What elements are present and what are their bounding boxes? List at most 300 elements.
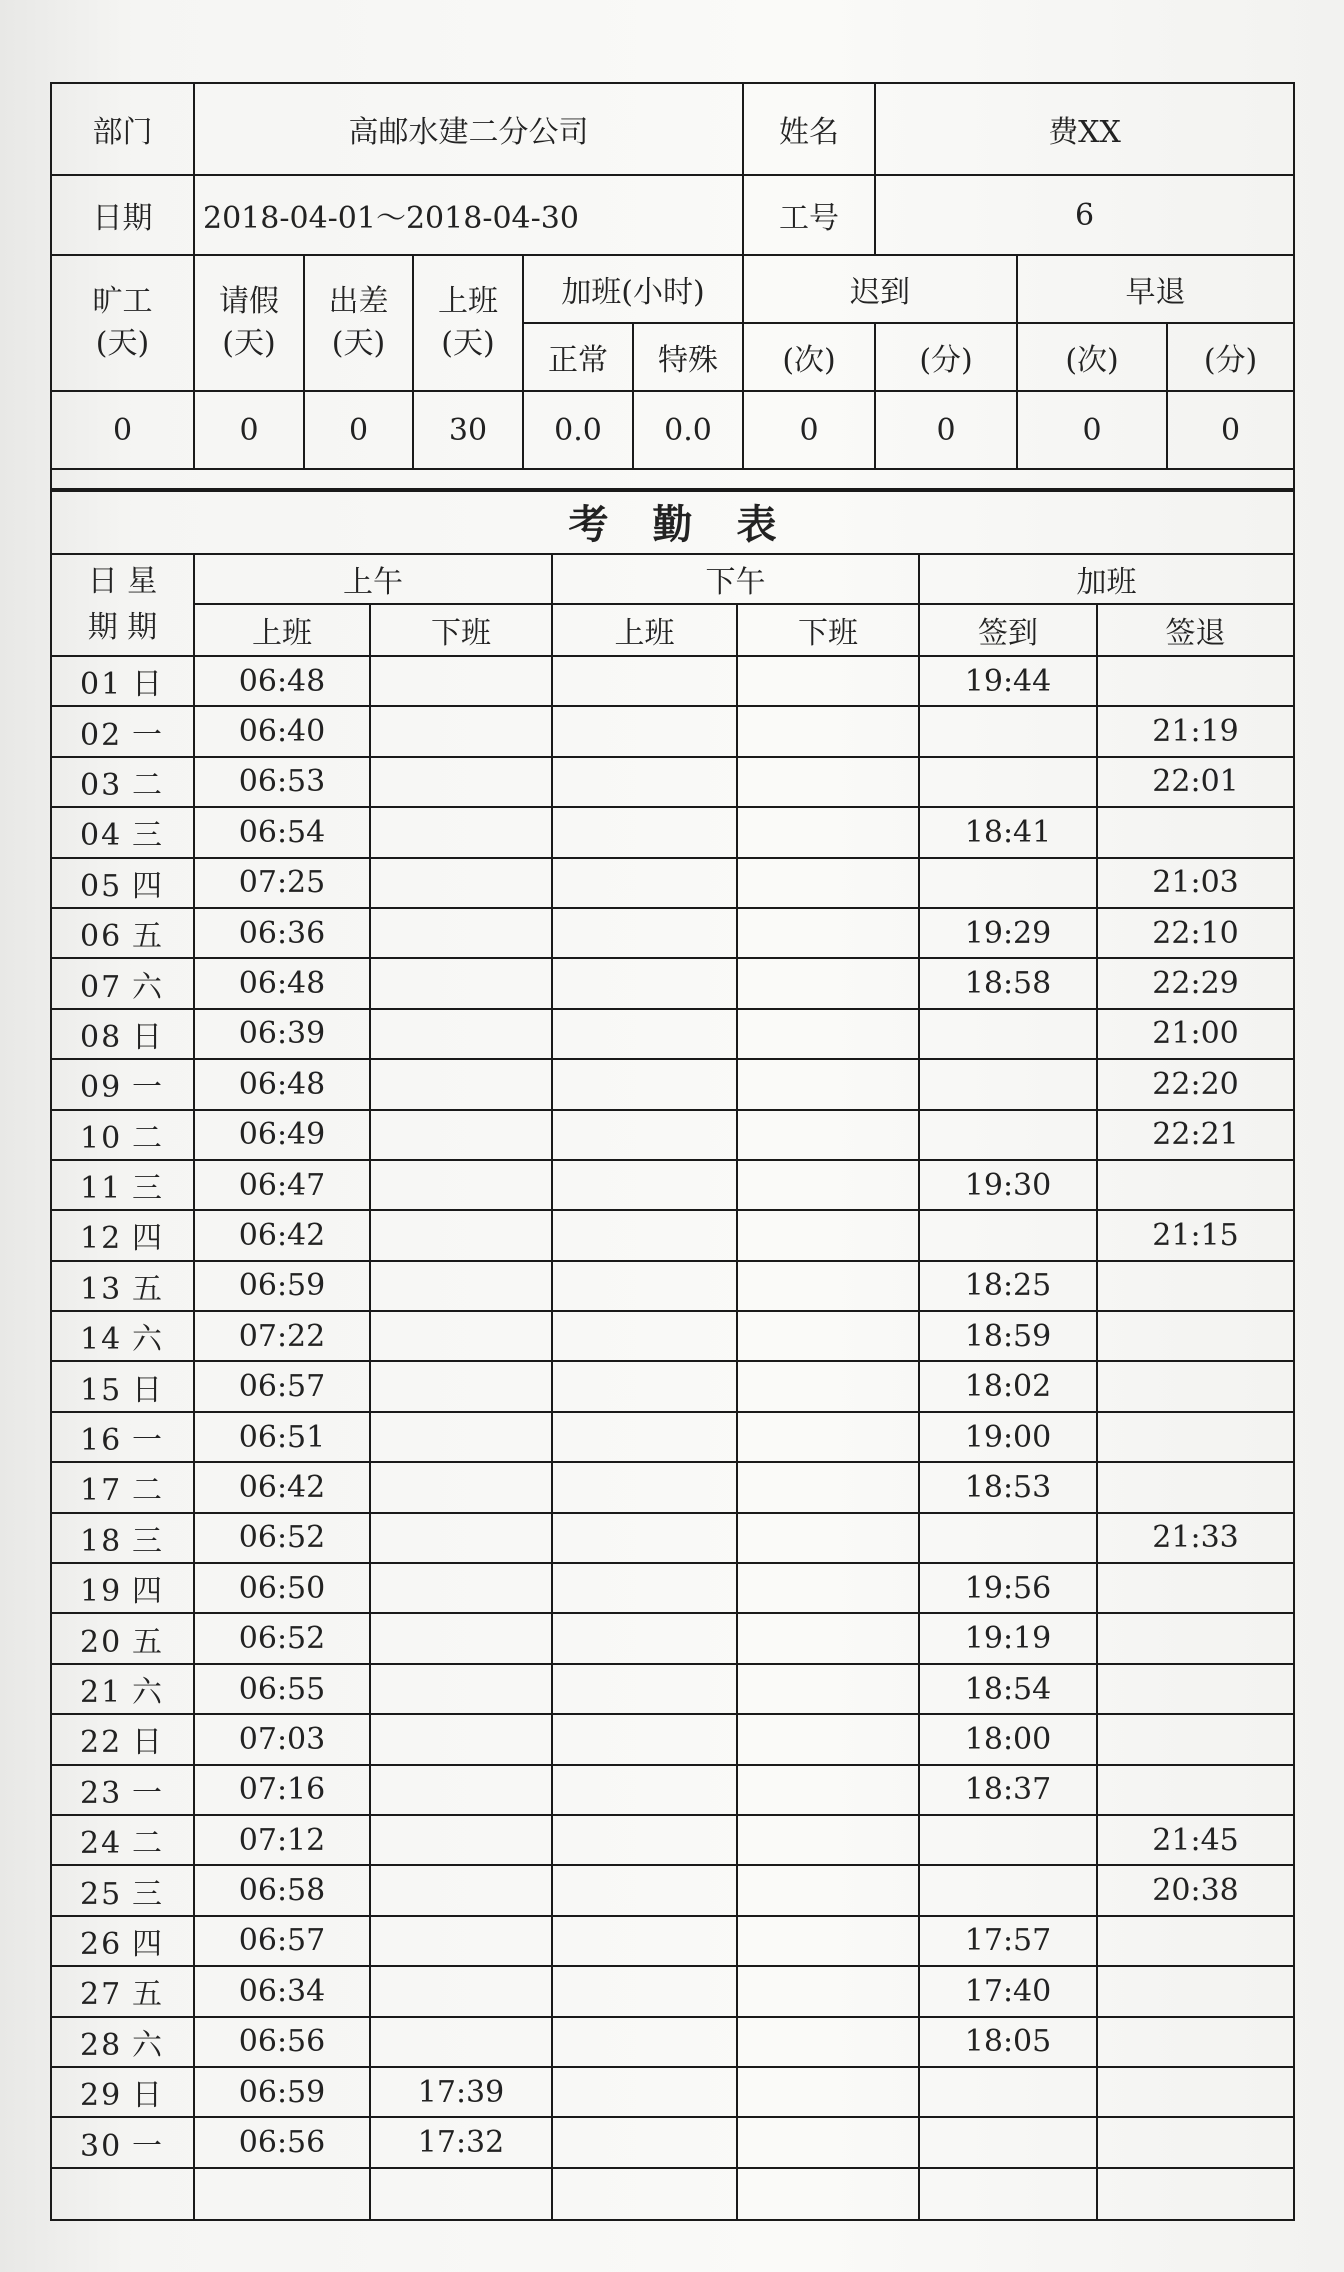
table-row <box>51 1966 1294 2016</box>
weekday: 五 <box>132 919 164 955</box>
leave-value: 0 <box>194 391 304 469</box>
morning-on-duty-cell <box>194 2168 370 2220</box>
morning-off-duty-header: 下班 <box>370 604 552 656</box>
date-cell <box>51 1009 194 1059</box>
date-cell <box>51 656 194 706</box>
morning-on-duty-cell: 06:48 <box>194 1059 370 1109</box>
overtime-sign-in-cell: 18:59 <box>919 1311 1097 1361</box>
afternoon-off-duty-cell <box>737 1361 919 1411</box>
table-row <box>51 2117 1294 2167</box>
overtime-sign-in-cell: 18:02 <box>919 1361 1097 1411</box>
date-cell <box>51 1462 194 1512</box>
morning-off-duty-cell <box>370 1110 552 1160</box>
afternoon-on-duty-cell <box>552 1916 737 1966</box>
weekday: 三 <box>132 1876 164 1912</box>
weekday: 五 <box>132 1624 164 1660</box>
morning-off-duty-cell <box>370 656 552 706</box>
late-header: 迟到 <box>743 255 1017 323</box>
date-cell <box>51 2117 194 2167</box>
table-row <box>51 1815 1294 1865</box>
afternoon-off-duty-cell <box>737 908 919 958</box>
afternoon-on-duty-cell <box>552 858 737 908</box>
overtime-sign-out-cell: 21:45 <box>1097 1815 1294 1865</box>
date-cell <box>51 2017 194 2067</box>
date-cell <box>51 1361 194 1411</box>
date-cell <box>51 1412 194 1462</box>
afternoon-on-duty-cell <box>552 1966 737 2016</box>
day-number: 10 <box>80 1120 123 1156</box>
overtime-sign-out-cell <box>1097 2017 1294 2067</box>
day-number: 01 <box>80 667 123 703</box>
afternoon-on-duty-cell <box>552 1110 737 1160</box>
weekday: 一 <box>132 717 164 753</box>
morning-off-duty-cell <box>370 706 552 756</box>
overtime-sign-out-cell <box>1097 1613 1294 1663</box>
work-unit: (天) <box>441 326 495 361</box>
afternoon-on-duty-cell <box>552 1865 737 1915</box>
overtime-sign-in-cell <box>919 1513 1097 1563</box>
overtime-sign-in-cell: 18:00 <box>919 1714 1097 1764</box>
overtime-sign-in-cell: 18:58 <box>919 958 1097 1008</box>
weekday: 一 <box>132 2128 164 2164</box>
attendance-table <box>50 488 1295 2221</box>
overtime-sign-in-cell: 19:30 <box>919 1160 1097 1210</box>
afternoon-on-duty-header: 上班 <box>552 604 737 656</box>
table-row <box>51 1613 1294 1663</box>
day-number: 08 <box>80 1019 123 1055</box>
absent-value: 0 <box>51 391 194 469</box>
early-minutes-value: 0 <box>1167 391 1294 469</box>
afternoon-off-duty-cell <box>737 958 919 1008</box>
overtime-sign-out-cell <box>1097 807 1294 857</box>
day-number: 13 <box>80 1271 123 1307</box>
weekday: 二 <box>132 1473 164 1509</box>
table-row <box>51 908 1294 958</box>
overtime-sign-in-cell: 17:40 <box>919 1966 1097 2016</box>
overtime-sign-in-cell <box>919 1009 1097 1059</box>
afternoon-off-duty-cell <box>737 1513 919 1563</box>
overtime-sign-in-cell: 19:00 <box>919 1412 1097 1462</box>
morning-on-duty-cell: 06:56 <box>194 2017 370 2067</box>
table-row <box>51 1361 1294 1411</box>
afternoon-on-duty-cell <box>552 1210 737 1260</box>
weekday: 六 <box>132 1322 164 1358</box>
overtime-sign-in-cell: 18:25 <box>919 1261 1097 1311</box>
overtime-sign-in-cell: 18:54 <box>919 1664 1097 1714</box>
date-label: 日期 <box>51 175 194 255</box>
afternoon-off-duty-cell <box>737 1714 919 1764</box>
morning-off-duty-cell <box>370 1261 552 1311</box>
morning-off-duty-cell <box>370 1613 552 1663</box>
table-row <box>51 1110 1294 1160</box>
overtime-sign-out-cell: 21:33 <box>1097 1513 1294 1563</box>
afternoon-on-duty-cell <box>552 1513 737 1563</box>
overtime-sign-out-cell <box>1097 1361 1294 1411</box>
afternoon-off-duty-cell <box>737 1765 919 1815</box>
late-times-value: 0 <box>743 391 875 469</box>
morning-on-duty-cell: 06:34 <box>194 1966 370 2016</box>
overtime-sign-out-cell <box>1097 1261 1294 1311</box>
overtime-sign-in-cell <box>919 1210 1097 1260</box>
overtime-sign-in-cell: 19:29 <box>919 908 1097 958</box>
date-cell <box>51 1110 194 1160</box>
day-number: 02 <box>80 717 123 753</box>
morning-on-duty-cell: 06:42 <box>194 1210 370 1260</box>
leave-unit: (天) <box>222 326 276 361</box>
late-minutes-header: (分) <box>875 323 1017 391</box>
afternoon-on-duty-cell <box>552 1462 737 1512</box>
table-row <box>51 1664 1294 1714</box>
morning-header: 上午 <box>194 554 552 604</box>
afternoon-off-duty-cell <box>737 1664 919 1714</box>
morning-on-duty-cell: 06:58 <box>194 1865 370 1915</box>
afternoon-off-duty-cell <box>737 1160 919 1210</box>
attendance-rows <box>51 656 1294 2220</box>
morning-on-duty-cell: 06:59 <box>194 1261 370 1311</box>
day-number: 03 <box>80 767 123 803</box>
afternoon-off-duty-cell <box>737 656 919 706</box>
weekday: 四 <box>132 1221 164 1257</box>
afternoon-on-duty-cell <box>552 1563 737 1613</box>
day-number: 26 <box>80 1926 123 1962</box>
overtime-sign-in-cell <box>919 1110 1097 1160</box>
weekday: 五 <box>132 1271 164 1307</box>
morning-off-duty-cell <box>370 1916 552 1966</box>
table-row <box>51 1261 1294 1311</box>
overtime-sign-out-cell <box>1097 1311 1294 1361</box>
overtime-sign-out-cell: 21:19 <box>1097 706 1294 756</box>
early-times-header: (次) <box>1017 323 1167 391</box>
afternoon-on-duty-cell <box>552 1059 737 1109</box>
day-number: 18 <box>80 1523 123 1559</box>
morning-on-duty-cell: 07:03 <box>194 1714 370 1764</box>
morning-off-duty-cell <box>370 1462 552 1512</box>
morning-on-duty-cell: 06:50 <box>194 1563 370 1613</box>
table-row <box>51 706 1294 756</box>
morning-off-duty-cell <box>370 1865 552 1915</box>
morning-on-duty-cell: 07:16 <box>194 1765 370 1815</box>
afternoon-on-duty-cell <box>552 908 737 958</box>
day-number: 06 <box>80 919 123 955</box>
afternoon-on-duty-cell <box>552 1815 737 1865</box>
afternoon-off-duty-cell <box>737 2017 919 2067</box>
morning-off-duty-cell <box>370 807 552 857</box>
date-cell <box>51 1563 194 1613</box>
overtime-special-header: 特殊 <box>633 323 743 391</box>
date-cell <box>51 1261 194 1311</box>
day-number: 12 <box>80 1221 123 1257</box>
overtime-sign-in-cell <box>919 2117 1097 2167</box>
late-times-header: (次) <box>743 323 875 391</box>
afternoon-off-duty-cell <box>737 1966 919 2016</box>
overtime-normal-header: 正常 <box>523 323 633 391</box>
morning-off-duty-cell <box>370 858 552 908</box>
afternoon-on-duty-cell <box>552 958 737 1008</box>
table-row <box>51 2017 1294 2067</box>
day-number: 21 <box>80 1675 123 1710</box>
table-row <box>51 1311 1294 1361</box>
afternoon-off-duty-cell <box>737 1110 919 1160</box>
day-number: 25 <box>80 1876 123 1912</box>
overtime-sign-in-cell: 19:19 <box>919 1613 1097 1663</box>
morning-on-duty-cell: 06:57 <box>194 1916 370 1966</box>
weekday: 六 <box>132 969 164 1005</box>
afternoon-off-duty-cell <box>737 706 919 756</box>
overtime-sign-out-cell: 22:10 <box>1097 908 1294 958</box>
overtime-sign-in-cell <box>919 2168 1097 2220</box>
morning-on-duty-cell: 06:57 <box>194 1361 370 1411</box>
afternoon-on-duty-cell <box>552 1765 737 1815</box>
overtime-sign-out-cell: 21:00 <box>1097 1009 1294 1059</box>
morning-off-duty-cell <box>370 1765 552 1815</box>
overtime-sign-out-cell <box>1097 1563 1294 1613</box>
date-cell <box>51 1916 194 1966</box>
date-header-line1: 日 星 <box>87 564 158 599</box>
weekday: 三 <box>132 818 164 854</box>
leave-label: 请假 <box>219 284 279 319</box>
morning-on-duty-cell: 06:52 <box>194 1613 370 1663</box>
absent-label: 旷工 <box>92 284 153 319</box>
day-number: 15 <box>80 1372 123 1408</box>
date-cell <box>51 807 194 857</box>
day-number: 04 <box>80 818 123 854</box>
day-number: 20 <box>80 1624 123 1660</box>
afternoon-off-duty-cell <box>737 2067 919 2117</box>
name-value: 费XX <box>875 83 1294 175</box>
day-number: 14 <box>80 1322 123 1358</box>
dept-label: 部门 <box>51 83 194 175</box>
weekday: 四 <box>132 868 164 904</box>
overtime-special-value: 0.0 <box>633 391 743 469</box>
weekday: 日 <box>132 1019 164 1055</box>
afternoon-on-duty-cell <box>552 2067 737 2117</box>
overtime-sign-out-cell <box>1097 1916 1294 1966</box>
morning-off-duty-cell: 17:39 <box>370 2067 552 2117</box>
weekday: 五 <box>132 1977 164 2013</box>
overtime-sign-out-cell: 21:15 <box>1097 1210 1294 1260</box>
weekday: 四 <box>132 1926 164 1962</box>
morning-on-duty-cell: 06:39 <box>194 1009 370 1059</box>
employee-info-table <box>50 82 1295 492</box>
overtime-sign-in-cell <box>919 858 1097 908</box>
weekday: 一 <box>132 1070 164 1106</box>
table-row <box>51 1160 1294 1210</box>
day-number: 30 <box>80 2128 123 2164</box>
morning-on-duty-cell: 06:53 <box>194 757 370 807</box>
absent-days-header <box>51 255 194 391</box>
attendance-title: 考勤表 <box>51 489 1294 554</box>
weekday: 日 <box>132 1372 164 1408</box>
afternoon-off-duty-cell <box>737 2117 919 2167</box>
weekday: 六 <box>132 2027 164 2063</box>
table-row <box>51 958 1294 1008</box>
afternoon-on-duty-cell <box>552 656 737 706</box>
absent-unit: (天) <box>95 326 150 361</box>
day-number: 11 <box>80 1171 123 1207</box>
weekday: 四 <box>132 1574 164 1610</box>
day-number: 29 <box>80 2078 123 2114</box>
afternoon-header: 下午 <box>552 554 919 604</box>
name-label: 姓名 <box>743 83 875 175</box>
afternoon-on-duty-cell <box>552 1009 737 1059</box>
table-row <box>51 2168 1294 2220</box>
table-row <box>51 2067 1294 2117</box>
morning-on-duty-header: 上班 <box>194 604 370 656</box>
morning-off-duty-cell <box>370 2168 552 2220</box>
work-label: 上班 <box>438 284 498 319</box>
overtime-sign-in-cell: 17:57 <box>919 1916 1097 1966</box>
date-cell <box>51 1059 194 1109</box>
table-row <box>51 1563 1294 1613</box>
morning-on-duty-cell: 06:55 <box>194 1664 370 1714</box>
afternoon-off-duty-cell <box>737 1613 919 1663</box>
overtime-sign-out-cell <box>1097 1462 1294 1512</box>
day-number: 23 <box>80 1775 123 1811</box>
morning-on-duty-cell: 06:40 <box>194 706 370 756</box>
morning-off-duty-cell <box>370 1160 552 1210</box>
table-row <box>51 1412 1294 1462</box>
table-row <box>51 1210 1294 1260</box>
morning-on-duty-cell: 06:47 <box>194 1160 370 1210</box>
date-cell <box>51 1210 194 1260</box>
date-cell <box>51 858 194 908</box>
date-cell <box>51 1815 194 1865</box>
morning-off-duty-cell <box>370 1412 552 1462</box>
overtime-sign-in-cell <box>919 1815 1097 1865</box>
date-weekday-header <box>51 554 194 656</box>
afternoon-off-duty-cell <box>737 1462 919 1512</box>
date-header-line2: 期 期 <box>87 610 158 645</box>
trip-unit: (天) <box>331 326 386 361</box>
date-cell <box>51 1865 194 1915</box>
afternoon-off-duty-cell <box>737 1412 919 1462</box>
afternoon-on-duty-cell <box>552 2117 737 2167</box>
afternoon-on-duty-cell <box>552 1664 737 1714</box>
morning-on-duty-cell: 06:52 <box>194 1513 370 1563</box>
overtime-sign-out-cell <box>1097 1765 1294 1815</box>
overtime-sign-in-cell: 18:05 <box>919 2017 1097 2067</box>
overtime-sign-out-cell: 20:38 <box>1097 1865 1294 1915</box>
date-cell <box>51 1311 194 1361</box>
overtime-sign-in-cell <box>919 706 1097 756</box>
afternoon-off-duty-cell <box>737 1059 919 1109</box>
day-number: 09 <box>80 1070 123 1106</box>
afternoon-on-duty-cell <box>552 2017 737 2067</box>
afternoon-on-duty-cell <box>552 1613 737 1663</box>
afternoon-off-duty-cell <box>737 1210 919 1260</box>
date-cell <box>51 958 194 1008</box>
overtime-sign-in-header: 签到 <box>919 604 1097 656</box>
morning-off-duty-cell <box>370 958 552 1008</box>
afternoon-off-duty-header: 下班 <box>737 604 919 656</box>
employee-id-label: 工号 <box>743 175 875 255</box>
afternoon-on-duty-cell <box>552 706 737 756</box>
afternoon-on-duty-cell <box>552 1361 737 1411</box>
weekday: 二 <box>132 1120 164 1156</box>
afternoon-on-duty-cell <box>552 757 737 807</box>
overtime-sign-out-cell <box>1097 1966 1294 2016</box>
weekday: 日 <box>132 667 164 703</box>
morning-off-duty-cell <box>370 908 552 958</box>
date-cell <box>51 1664 194 1714</box>
afternoon-on-duty-cell <box>552 2168 737 2220</box>
overtime-sign-out-cell: 22:01 <box>1097 757 1294 807</box>
early-minutes-header: (分) <box>1167 323 1294 391</box>
date-cell <box>51 2067 194 2117</box>
date-cell <box>51 757 194 807</box>
date-cell <box>51 2168 194 2220</box>
overtime-sign-out-cell <box>1097 1412 1294 1462</box>
employee-id-value: 6 <box>875 175 1294 255</box>
table-row <box>51 1513 1294 1563</box>
morning-off-duty-cell <box>370 1664 552 1714</box>
morning-off-duty-cell <box>370 1563 552 1613</box>
morning-on-duty-cell: 06:36 <box>194 908 370 958</box>
weekday: 六 <box>132 1675 164 1710</box>
afternoon-on-duty-cell <box>552 1311 737 1361</box>
afternoon-off-duty-cell <box>737 1865 919 1915</box>
morning-off-duty-cell <box>370 1059 552 1109</box>
afternoon-off-duty-cell <box>737 858 919 908</box>
morning-on-duty-cell: 06:42 <box>194 1462 370 1512</box>
date-cell <box>51 1765 194 1815</box>
overtime-sign-out-header: 签退 <box>1097 604 1294 656</box>
morning-off-duty-cell <box>370 2017 552 2067</box>
morning-off-duty-cell <box>370 1714 552 1764</box>
table-row <box>51 757 1294 807</box>
date-cell <box>51 706 194 756</box>
day-number: 05 <box>80 868 123 904</box>
table-row <box>51 1009 1294 1059</box>
morning-on-duty-cell: 07:22 <box>194 1311 370 1361</box>
weekday: 一 <box>132 1775 164 1811</box>
overtime-sign-in-cell <box>919 1865 1097 1915</box>
work-days-header <box>413 255 523 391</box>
table-row <box>51 858 1294 908</box>
table-row <box>51 1865 1294 1915</box>
table-row <box>51 807 1294 857</box>
morning-on-duty-cell: 06:51 <box>194 1412 370 1462</box>
overtime-sign-out-cell <box>1097 2067 1294 2117</box>
date-cell <box>51 1513 194 1563</box>
afternoon-off-duty-cell <box>737 1311 919 1361</box>
morning-on-duty-cell: 06:48 <box>194 656 370 706</box>
trip-days-header <box>304 255 413 391</box>
afternoon-off-duty-cell <box>737 757 919 807</box>
overtime-sign-out-cell <box>1097 1714 1294 1764</box>
day-number: 17 <box>80 1473 123 1509</box>
afternoon-on-duty-cell <box>552 1261 737 1311</box>
day-number: 28 <box>80 2027 123 2063</box>
day-number: 07 <box>80 969 123 1005</box>
table-row <box>51 1765 1294 1815</box>
overtime-sign-out-cell: 22:29 <box>1097 958 1294 1008</box>
leave-days-header <box>194 255 304 391</box>
table-row <box>51 1714 1294 1764</box>
morning-on-duty-cell: 06:48 <box>194 958 370 1008</box>
overtime-sign-out-cell <box>1097 1664 1294 1714</box>
weekday: 日 <box>132 1725 164 1761</box>
afternoon-off-duty-cell <box>737 807 919 857</box>
date-cell <box>51 1613 194 1663</box>
day-number: 27 <box>80 1977 123 2013</box>
day-number: 16 <box>80 1423 123 1459</box>
overtime-sign-out-cell <box>1097 1160 1294 1210</box>
weekday: 三 <box>132 1523 164 1559</box>
day-number: 19 <box>80 1574 123 1610</box>
morning-off-duty-cell <box>370 1361 552 1411</box>
morning-off-duty-cell <box>370 757 552 807</box>
